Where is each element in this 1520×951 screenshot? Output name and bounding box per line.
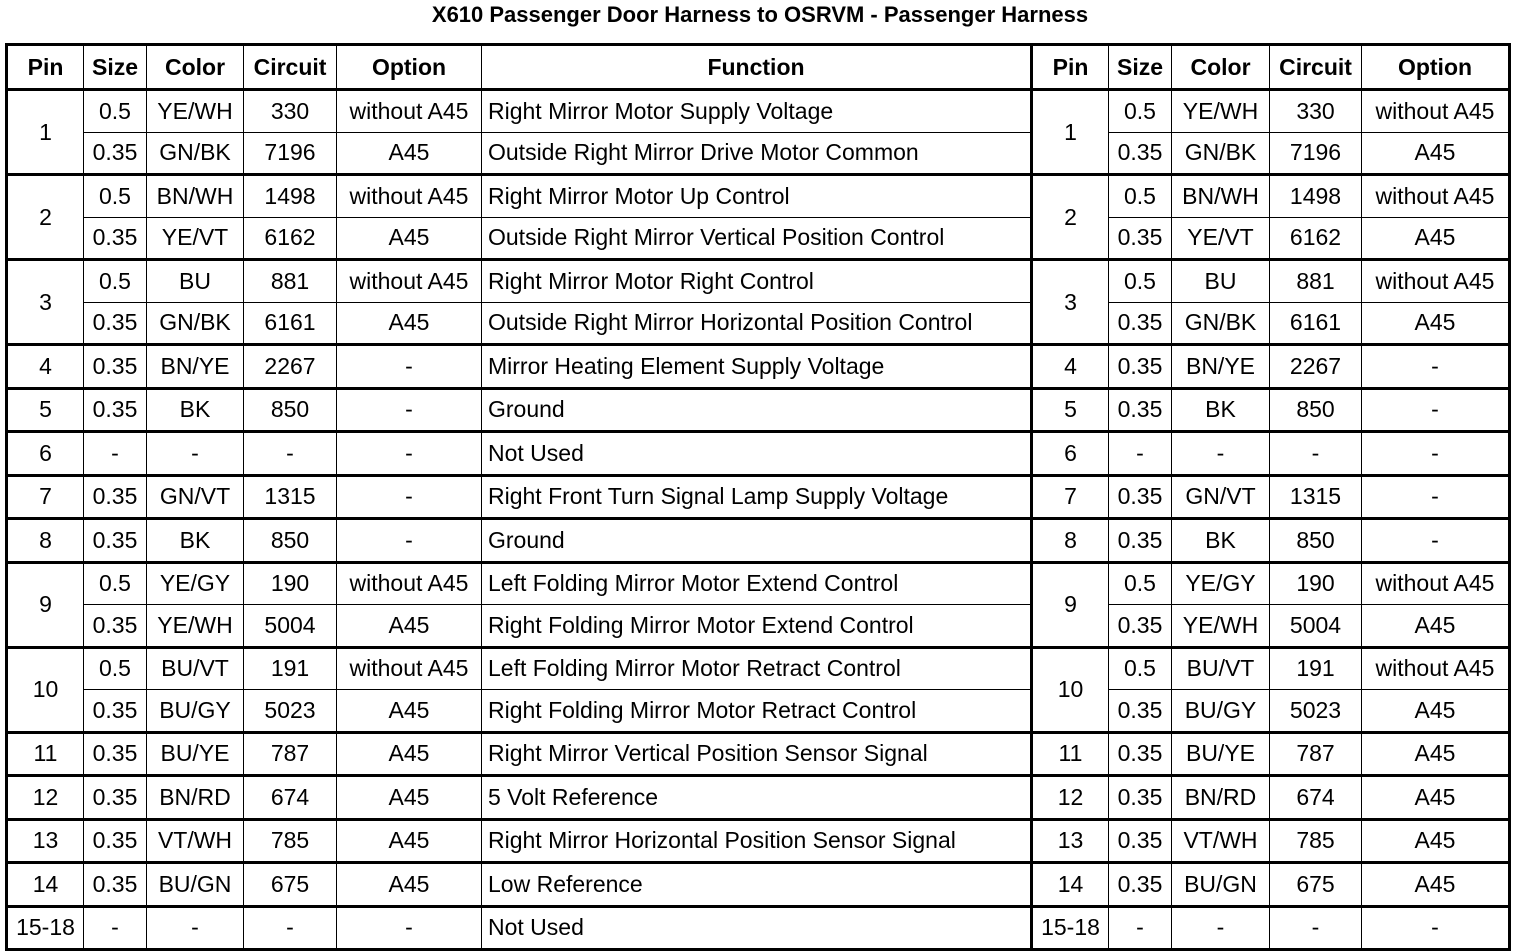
function-cell: Not Used [482,432,1032,476]
option-cell: - [337,345,482,389]
size-cell: 0.35 [84,519,147,563]
pin-cell: 15-18 [7,906,84,950]
table-row [7,519,1510,563]
circuit-cell: 5004 [244,605,337,648]
color-cell: BK [147,519,244,563]
pin-cell: 1 [7,90,84,175]
size-cell: 0.35 [84,819,147,863]
function-cell: Right Front Turn Signal Lamp Supply Voltage [482,475,1032,519]
option-cell: without A45 [337,90,482,133]
color-cell-right: BU/GY [1172,690,1270,733]
color-cell-right: GN/BK [1172,302,1270,345]
circuit-cell-right: 6161 [1270,302,1362,345]
circuit-cell: 6161 [244,302,337,345]
option-cell: A45 [337,819,482,863]
circuit-cell-right: 1315 [1270,475,1362,519]
option-cell: A45 [337,776,482,820]
option-cell: - [337,475,482,519]
pin-cell-right: 7 [1032,475,1109,519]
size-cell: 0.35 [84,605,147,648]
color-cell: BU/GY [147,690,244,733]
pin-cell: 12 [7,776,84,820]
pin-cell: 2 [7,175,84,260]
color-cell: VT/WH [147,819,244,863]
page-title: X610 Passenger Door Harness to OSRVM - Passenger Harness [431,2,1089,27]
size-cell: 0.5 [84,562,147,605]
size-cell-right: 0.35 [1109,519,1172,563]
header-color-right: Color [1172,45,1270,90]
circuit-cell-right: 675 [1270,863,1362,907]
pin-cell: 10 [7,647,84,732]
pin-cell: 4 [7,345,84,389]
size-cell-right: 0.35 [1109,863,1172,907]
header-row [7,45,1510,90]
header-option-right: Option [1362,45,1510,90]
size-cell: 0.35 [84,732,147,776]
color-cell: GN/BK [147,132,244,175]
function-cell: Right Folding Mirror Motor Extend Control [482,605,1032,648]
color-cell-right: BN/RD [1172,776,1270,820]
pin-cell: 11 [7,732,84,776]
option-cell-right: A45 [1362,605,1510,648]
function-cell: Ground [482,388,1032,432]
circuit-cell: 1315 [244,475,337,519]
pin-cell-right: 6 [1032,432,1109,476]
option-cell: - [337,906,482,950]
size-cell: 0.35 [84,132,147,175]
size-cell-right: 0.35 [1109,605,1172,648]
option-cell-right: A45 [1362,732,1510,776]
color-cell: BN/YE [147,345,244,389]
size-cell: 0.35 [84,475,147,519]
color-cell-right: BU/YE [1172,732,1270,776]
option-cell-right: without A45 [1362,647,1510,690]
option-cell: A45 [337,132,482,175]
circuit-cell-right: 785 [1270,819,1362,863]
option-cell-right: A45 [1362,819,1510,863]
option-cell: without A45 [337,260,482,303]
function-cell: Outside Right Mirror Vertical Position Control [482,217,1032,260]
table-row [7,90,1510,133]
circuit-cell: 785 [244,819,337,863]
connector-table [5,43,1511,951]
function-cell: Right Mirror Motor Right Control [482,260,1032,303]
header-size-right: Size [1109,45,1172,90]
table-row [7,819,1510,863]
header-color: Color [147,45,244,90]
function-cell: Ground [482,519,1032,563]
function-cell: Left Folding Mirror Motor Retract Control [482,647,1032,690]
size-cell-right: 0.5 [1109,260,1172,303]
function-cell: Mirror Heating Element Supply Voltage [482,345,1032,389]
circuit-cell-right: 881 [1270,260,1362,303]
size-cell: - [84,906,147,950]
table-body [7,90,1510,950]
size-cell: 0.35 [84,690,147,733]
circuit-cell: 2267 [244,345,337,389]
header-circuit: Circuit [244,45,337,90]
color-cell-right: VT/WH [1172,819,1270,863]
color-cell-right: YE/WH [1172,605,1270,648]
circuit-cell: 7196 [244,132,337,175]
table-row [7,345,1510,389]
circuit-cell: - [244,432,337,476]
function-cell: Not Used [482,906,1032,950]
color-cell-right: BK [1172,519,1270,563]
table-row [7,562,1510,605]
table-row [7,432,1510,476]
function-cell: Right Mirror Vertical Position Sensor Signal [482,732,1032,776]
option-cell-right: A45 [1362,863,1510,907]
table-row [7,605,1510,648]
color-cell-right: BN/WH [1172,175,1270,218]
size-cell: 0.35 [84,388,147,432]
size-cell-right: 0.35 [1109,217,1172,260]
option-cell: without A45 [337,647,482,690]
circuit-cell: 674 [244,776,337,820]
color-cell: BU/VT [147,647,244,690]
color-cell: YE/WH [147,90,244,133]
table-row [7,302,1510,345]
pin-cell: 13 [7,819,84,863]
size-cell: 0.35 [84,863,147,907]
option-cell: without A45 [337,562,482,605]
circuit-cell: 190 [244,562,337,605]
table-row [7,260,1510,303]
pin-cell-right: 12 [1032,776,1109,820]
pin-cell-right: 14 [1032,863,1109,907]
circuit-cell: 850 [244,519,337,563]
size-cell-right: 0.5 [1109,175,1172,218]
function-cell: Low Reference [482,863,1032,907]
color-cell: YE/GY [147,562,244,605]
circuit-cell: 191 [244,647,337,690]
circuit-cell-right: 330 [1270,90,1362,133]
color-cell-right: BN/YE [1172,345,1270,389]
size-cell-right: 0.5 [1109,562,1172,605]
circuit-cell-right: - [1270,906,1362,950]
circuit-cell-right: 850 [1270,388,1362,432]
pin-cell-right: 15-18 [1032,906,1109,950]
size-cell-right: 0.35 [1109,776,1172,820]
circuit-cell: 850 [244,388,337,432]
pin-cell-right: 13 [1032,819,1109,863]
color-cell: - [147,432,244,476]
option-cell: A45 [337,217,482,260]
table-row [7,906,1510,950]
size-cell: 0.5 [84,175,147,218]
pin-cell: 14 [7,863,84,907]
circuit-cell-right: 850 [1270,519,1362,563]
table-row [7,647,1510,690]
circuit-cell-right: 787 [1270,732,1362,776]
option-cell-right: A45 [1362,690,1510,733]
pin-cell: 5 [7,388,84,432]
option-cell-right: - [1362,432,1510,476]
pin-cell-right: 3 [1032,260,1109,345]
header-option: Option [337,45,482,90]
option-cell-right: - [1362,345,1510,389]
color-cell: BK [147,388,244,432]
color-cell: GN/VT [147,475,244,519]
table-row [7,132,1510,175]
pin-cell-right: 10 [1032,647,1109,732]
color-cell-right: YE/WH [1172,90,1270,133]
circuit-cell-right: 7196 [1270,132,1362,175]
color-cell: GN/BK [147,302,244,345]
function-cell: Outside Right Mirror Drive Motor Common [482,132,1032,175]
option-cell-right: - [1362,475,1510,519]
color-cell: YE/WH [147,605,244,648]
option-cell: A45 [337,732,482,776]
color-cell: BU [147,260,244,303]
pin-cell-right: 8 [1032,519,1109,563]
pin-cell-right: 4 [1032,345,1109,389]
color-cell-right: BU [1172,260,1270,303]
option-cell-right: - [1362,519,1510,563]
option-cell: A45 [337,690,482,733]
table-row [7,217,1510,260]
size-cell: 0.35 [84,217,147,260]
pin-cell-right: 2 [1032,175,1109,260]
table-row [7,690,1510,733]
option-cell-right: A45 [1362,302,1510,345]
color-cell-right: BU/GN [1172,863,1270,907]
size-cell: 0.5 [84,260,147,303]
circuit-cell: 330 [244,90,337,133]
function-cell: Right Folding Mirror Motor Retract Control [482,690,1032,733]
circuit-cell: 881 [244,260,337,303]
size-cell: 0.35 [84,776,147,820]
table-row [7,863,1510,907]
color-cell: - [147,906,244,950]
color-cell: BU/YE [147,732,244,776]
circuit-cell-right: 190 [1270,562,1362,605]
header-pin: Pin [7,45,84,90]
size-cell: 0.35 [84,302,147,345]
circuit-cell: 5023 [244,690,337,733]
function-cell: Outside Right Mirror Horizontal Position Control [482,302,1032,345]
pin-cell: 3 [7,260,84,345]
color-cell-right: - [1172,432,1270,476]
header-pin-right: Pin [1032,45,1109,90]
color-cell: BN/WH [147,175,244,218]
circuit-cell-right: 191 [1270,647,1362,690]
function-cell: 5 Volt Reference [482,776,1032,820]
pin-cell-right: 11 [1032,732,1109,776]
size-cell: 0.5 [84,90,147,133]
color-cell: YE/VT [147,217,244,260]
option-cell-right: - [1362,906,1510,950]
circuit-cell: 1498 [244,175,337,218]
circuit-cell-right: 5004 [1270,605,1362,648]
pin-cell-right: 1 [1032,90,1109,175]
header-size: Size [84,45,147,90]
size-cell-right: 0.35 [1109,475,1172,519]
size-cell-right: 0.5 [1109,90,1172,133]
option-cell-right: without A45 [1362,260,1510,303]
pin-cell-right: 9 [1032,562,1109,647]
pin-cell: 6 [7,432,84,476]
table-row [7,776,1510,820]
option-cell: without A45 [337,175,482,218]
pin-cell: 9 [7,562,84,647]
option-cell-right: without A45 [1362,562,1510,605]
size-cell-right: 0.35 [1109,132,1172,175]
pin-cell: 7 [7,475,84,519]
option-cell-right: - [1362,388,1510,432]
function-cell: Right Mirror Motor Up Control [482,175,1032,218]
circuit-cell-right: 1498 [1270,175,1362,218]
color-cell-right: YE/GY [1172,562,1270,605]
size-cell-right: 0.35 [1109,690,1172,733]
circuit-cell: 6162 [244,217,337,260]
circuit-cell-right: 6162 [1270,217,1362,260]
option-cell-right: A45 [1362,132,1510,175]
color-cell-right: BK [1172,388,1270,432]
circuit-cell-right: 2267 [1270,345,1362,389]
pin-cell: 8 [7,519,84,563]
function-cell: Right Mirror Motor Supply Voltage [482,90,1032,133]
table-row [7,175,1510,218]
circuit-cell: - [244,906,337,950]
size-cell-right: 0.35 [1109,345,1172,389]
table-row [7,388,1510,432]
pin-cell-right: 5 [1032,388,1109,432]
color-cell-right: YE/VT [1172,217,1270,260]
option-cell-right: A45 [1362,217,1510,260]
option-cell: A45 [337,302,482,345]
size-cell: - [84,432,147,476]
size-cell-right: 0.35 [1109,302,1172,345]
size-cell: 0.35 [84,345,147,389]
circuit-cell-right: 5023 [1270,690,1362,733]
function-cell: Left Folding Mirror Motor Extend Control [482,562,1032,605]
size-cell: 0.5 [84,647,147,690]
circuit-cell: 675 [244,863,337,907]
size-cell-right: - [1109,906,1172,950]
option-cell: - [337,432,482,476]
function-cell: Right Mirror Horizontal Position Sensor Signal [482,819,1032,863]
option-cell-right: without A45 [1362,175,1510,218]
size-cell-right: 0.35 [1109,732,1172,776]
color-cell-right: BU/VT [1172,647,1270,690]
option-cell: A45 [337,863,482,907]
table-row [7,732,1510,776]
option-cell: A45 [337,605,482,648]
size-cell-right: 0.5 [1109,647,1172,690]
header-circuit-right: Circuit [1270,45,1362,90]
option-cell: - [337,519,482,563]
circuit-cell: 787 [244,732,337,776]
option-cell-right: without A45 [1362,90,1510,133]
size-cell-right: 0.35 [1109,388,1172,432]
color-cell-right: - [1172,906,1270,950]
circuit-cell-right: - [1270,432,1362,476]
color-cell: BU/GN [147,863,244,907]
color-cell-right: GN/VT [1172,475,1270,519]
size-cell-right: 0.35 [1109,819,1172,863]
circuit-cell-right: 674 [1270,776,1362,820]
option-cell-right: A45 [1362,776,1510,820]
color-cell: BN/RD [147,776,244,820]
color-cell-right: GN/BK [1172,132,1270,175]
table-row [7,475,1510,519]
option-cell: - [337,388,482,432]
header-function: Function [482,45,1032,90]
size-cell-right: - [1109,432,1172,476]
